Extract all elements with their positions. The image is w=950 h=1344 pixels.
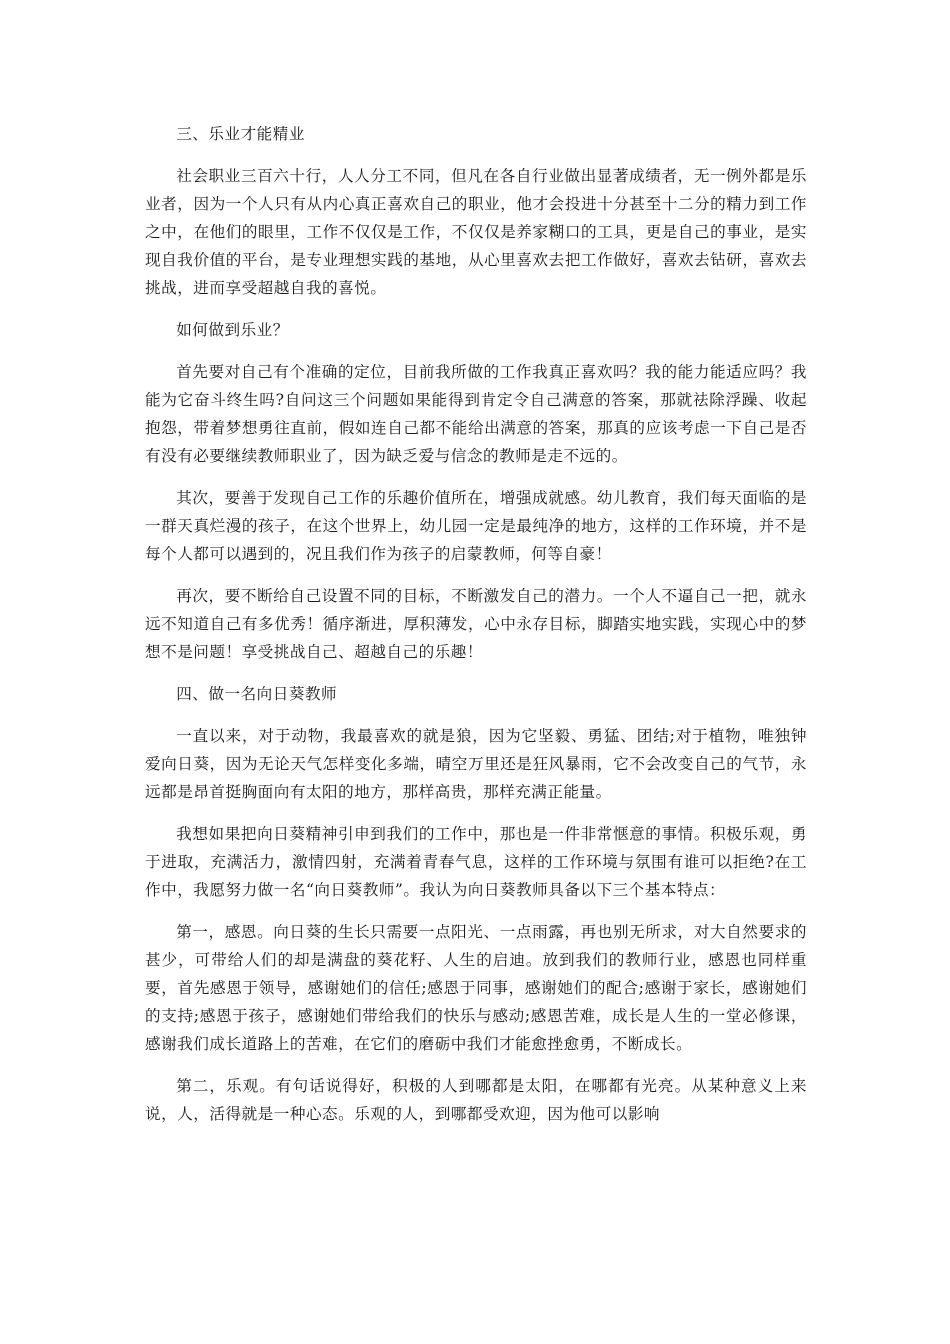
document-page (145, 120, 807, 1142)
paragraph: 其次，要善于发现自己工作的乐趣价值所在，增强成就感。幼儿教育，我们每天面临的是一群天真烂漫的孩子，在这个世界上，幼儿园一定是最纯净的地方，这样的工作环境，并不是每个人都可以遇到的，况且我们作为孩子的启蒙教师，何等自豪！ (145, 489, 807, 563)
paragraph: 社会职业三百六十行，人人分工不同，但凡在各自行业做出显著成绩者，无一例外都是乐业者，因为一个人只有从内心真正喜欢自己的职业，他才会投进十分甚至十二分的精力到工作之中，在他们的眼里，工作不仅仅是工作，不仅仅是养家糊口的工具，更是自己的事业，是实现自我价值的平台，是专业理想实践的基地，从心里喜欢去把工作做好，喜欢去钻研，喜欢去挑战，进而享受超越自我的喜悦。 (145, 167, 807, 297)
paragraph: 第二，乐观。有句话说得好，积极的人到哪都是太阳，在哪都有光亮。从某种意义上来说，人，活得就是一种心态。乐观的人，到哪都受欢迎，因为他可以影响 (145, 1077, 807, 1123)
section-heading-4: 四、做一名向日葵教师 (176, 685, 338, 703)
paragraph: 一直以来，对于动物，我最喜欢的就是狼，因为它坚毅、勇猛、团结;对于植物，唯独钟爱向日葵，因为无论天气怎样变化多端，晴空万里还是狂风暴雨，它不会改变自己的气节，永远都是昂首挺胸面向有太阳的地方，那样高贵，那样充满正能量。 (145, 727, 807, 801)
subheading-how-to-enjoy-work: 如何做到乐业？ (176, 321, 289, 339)
paragraph: 第一，感恩。向日葵的生长只需要一点阳光、一点雨露，再也别无所求，对大自然要求的甚少，可带给人们的却是满盘的葵花籽、人生的启迪。放到我们的教师行业，感恩也同样重要，首先感恩于领导，感谢她们的信任;感恩于同事，感谢她们的配合;感谢于家长，感谢她们的支持;感恩于孩子，感谢她们带给我们的快乐与感动;感恩苦难，成长是人生的一堂必修课，感谢我们成长道路上的苦难，在它们的磨砺中我们才能愈挫愈勇，不断成长。 (145, 923, 807, 1053)
section-heading-3: 三、乐业才能精业 (176, 125, 305, 143)
paragraph: 首先要对自己有个准确的定位，目前我所做的工作我真正喜欢吗？我的能力能适应吗？我能为它奋斗终生吗?自问这三个问题如果能得到肯定令自己满意的答案，那就祛除浮躁、收起抱怨，带着梦想勇往直前，假如连自己都不能给出满意的答案，那真的应该考虑一下自己是否有没有必要继续教师职业了，因为缺乏爱与信念的教师是走不远的。 (145, 363, 807, 465)
paragraph: 再次，要不断给自己设置不同的目标，不断激发自己的潜力。一个人不逼自己一把，就永远不知道自己有多优秀！循序渐进，厚积薄发，心中永存目标，脚踏实地实践，实现心中的梦想不是问题！享受挑战自己、超越自己的乐趣！ (145, 587, 807, 661)
paragraph: 我想如果把向日葵精神引申到我们的工作中，那也是一件非常惬意的事情。积极乐观，勇于进取，充满活力，激情四射，充满着青春气息，这样的工作环境与氛围有谁可以拒绝?在工作中，我愿努力做一名“向日葵教师”。我认为向日葵教师具备以下三个基本特点： (145, 825, 807, 899)
